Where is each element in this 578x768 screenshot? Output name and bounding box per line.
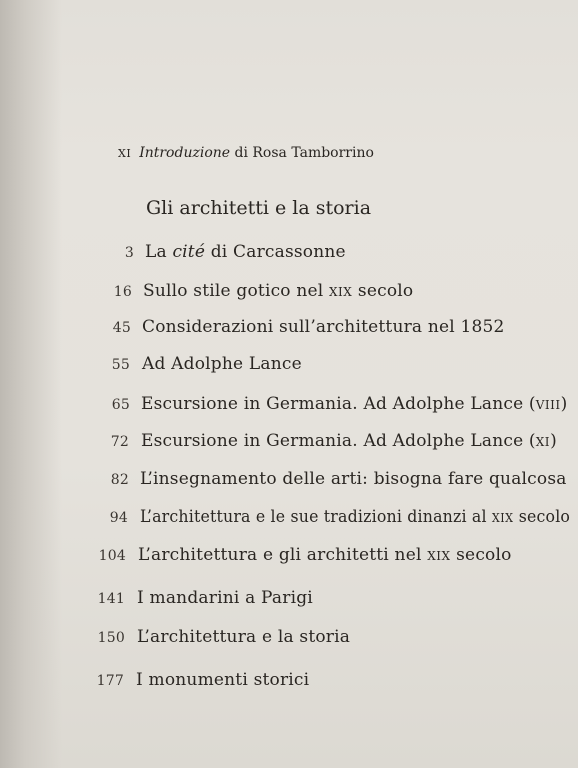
toc-entry-title: L’architettura e le sue tradizioni dinanzi al XIX secolo: [140, 507, 571, 527]
toc-page-number: 72: [110, 434, 129, 450]
toc-entry-title: Escursione in Germania. Ad Adolphe Lance (VIII): [141, 394, 568, 414]
toc-entry-title: I monumenti storici: [136, 670, 310, 690]
toc-entry-title: La cité di Carcassonne: [145, 242, 346, 262]
page-gutter-shadow: [0, 0, 62, 768]
toc-page-number: 55: [111, 357, 130, 373]
toc-entry-title: Sullo stile gotico nel XIX secolo: [143, 281, 414, 301]
toc-page-number: 141: [97, 591, 125, 607]
toc-page-number: 150: [97, 630, 125, 646]
section-heading: Gli architetti e la storia: [146, 197, 372, 219]
toc-page-number: 65: [111, 397, 130, 413]
toc-entry-title: Escursione in Germania. Ad Adolphe Lance (XI): [141, 431, 557, 451]
intro-author: di Rosa Tamborrino: [234, 145, 374, 161]
toc-entry-title: L’architettura e gli architetti nel XIX secolo: [138, 545, 512, 565]
toc-entry-title: Considerazioni sull’architettura nel 1852: [142, 317, 505, 337]
toc-entry-title: L’insegnamento delle arti: bisogna fare qualcosa: [140, 469, 567, 489]
toc-page-number: 82: [110, 472, 129, 488]
intro-page-number: XI: [118, 147, 132, 160]
toc-page-number: 3: [124, 245, 134, 261]
toc-page-number: 94: [109, 510, 128, 526]
toc-page-number: 177: [96, 673, 124, 689]
intro-title: Introduzione: [139, 145, 231, 161]
toc-page-number: 104: [98, 548, 126, 564]
toc-entry-title: L’architettura e la storia: [137, 627, 351, 647]
toc-intro-entry: [118, 145, 374, 161]
toc-entry-title: I mandarini a Parigi: [137, 588, 313, 608]
toc-entry-title: Ad Adolphe Lance: [142, 354, 302, 374]
toc-page-number: 45: [112, 320, 131, 336]
toc-page-number: 16: [113, 284, 132, 300]
